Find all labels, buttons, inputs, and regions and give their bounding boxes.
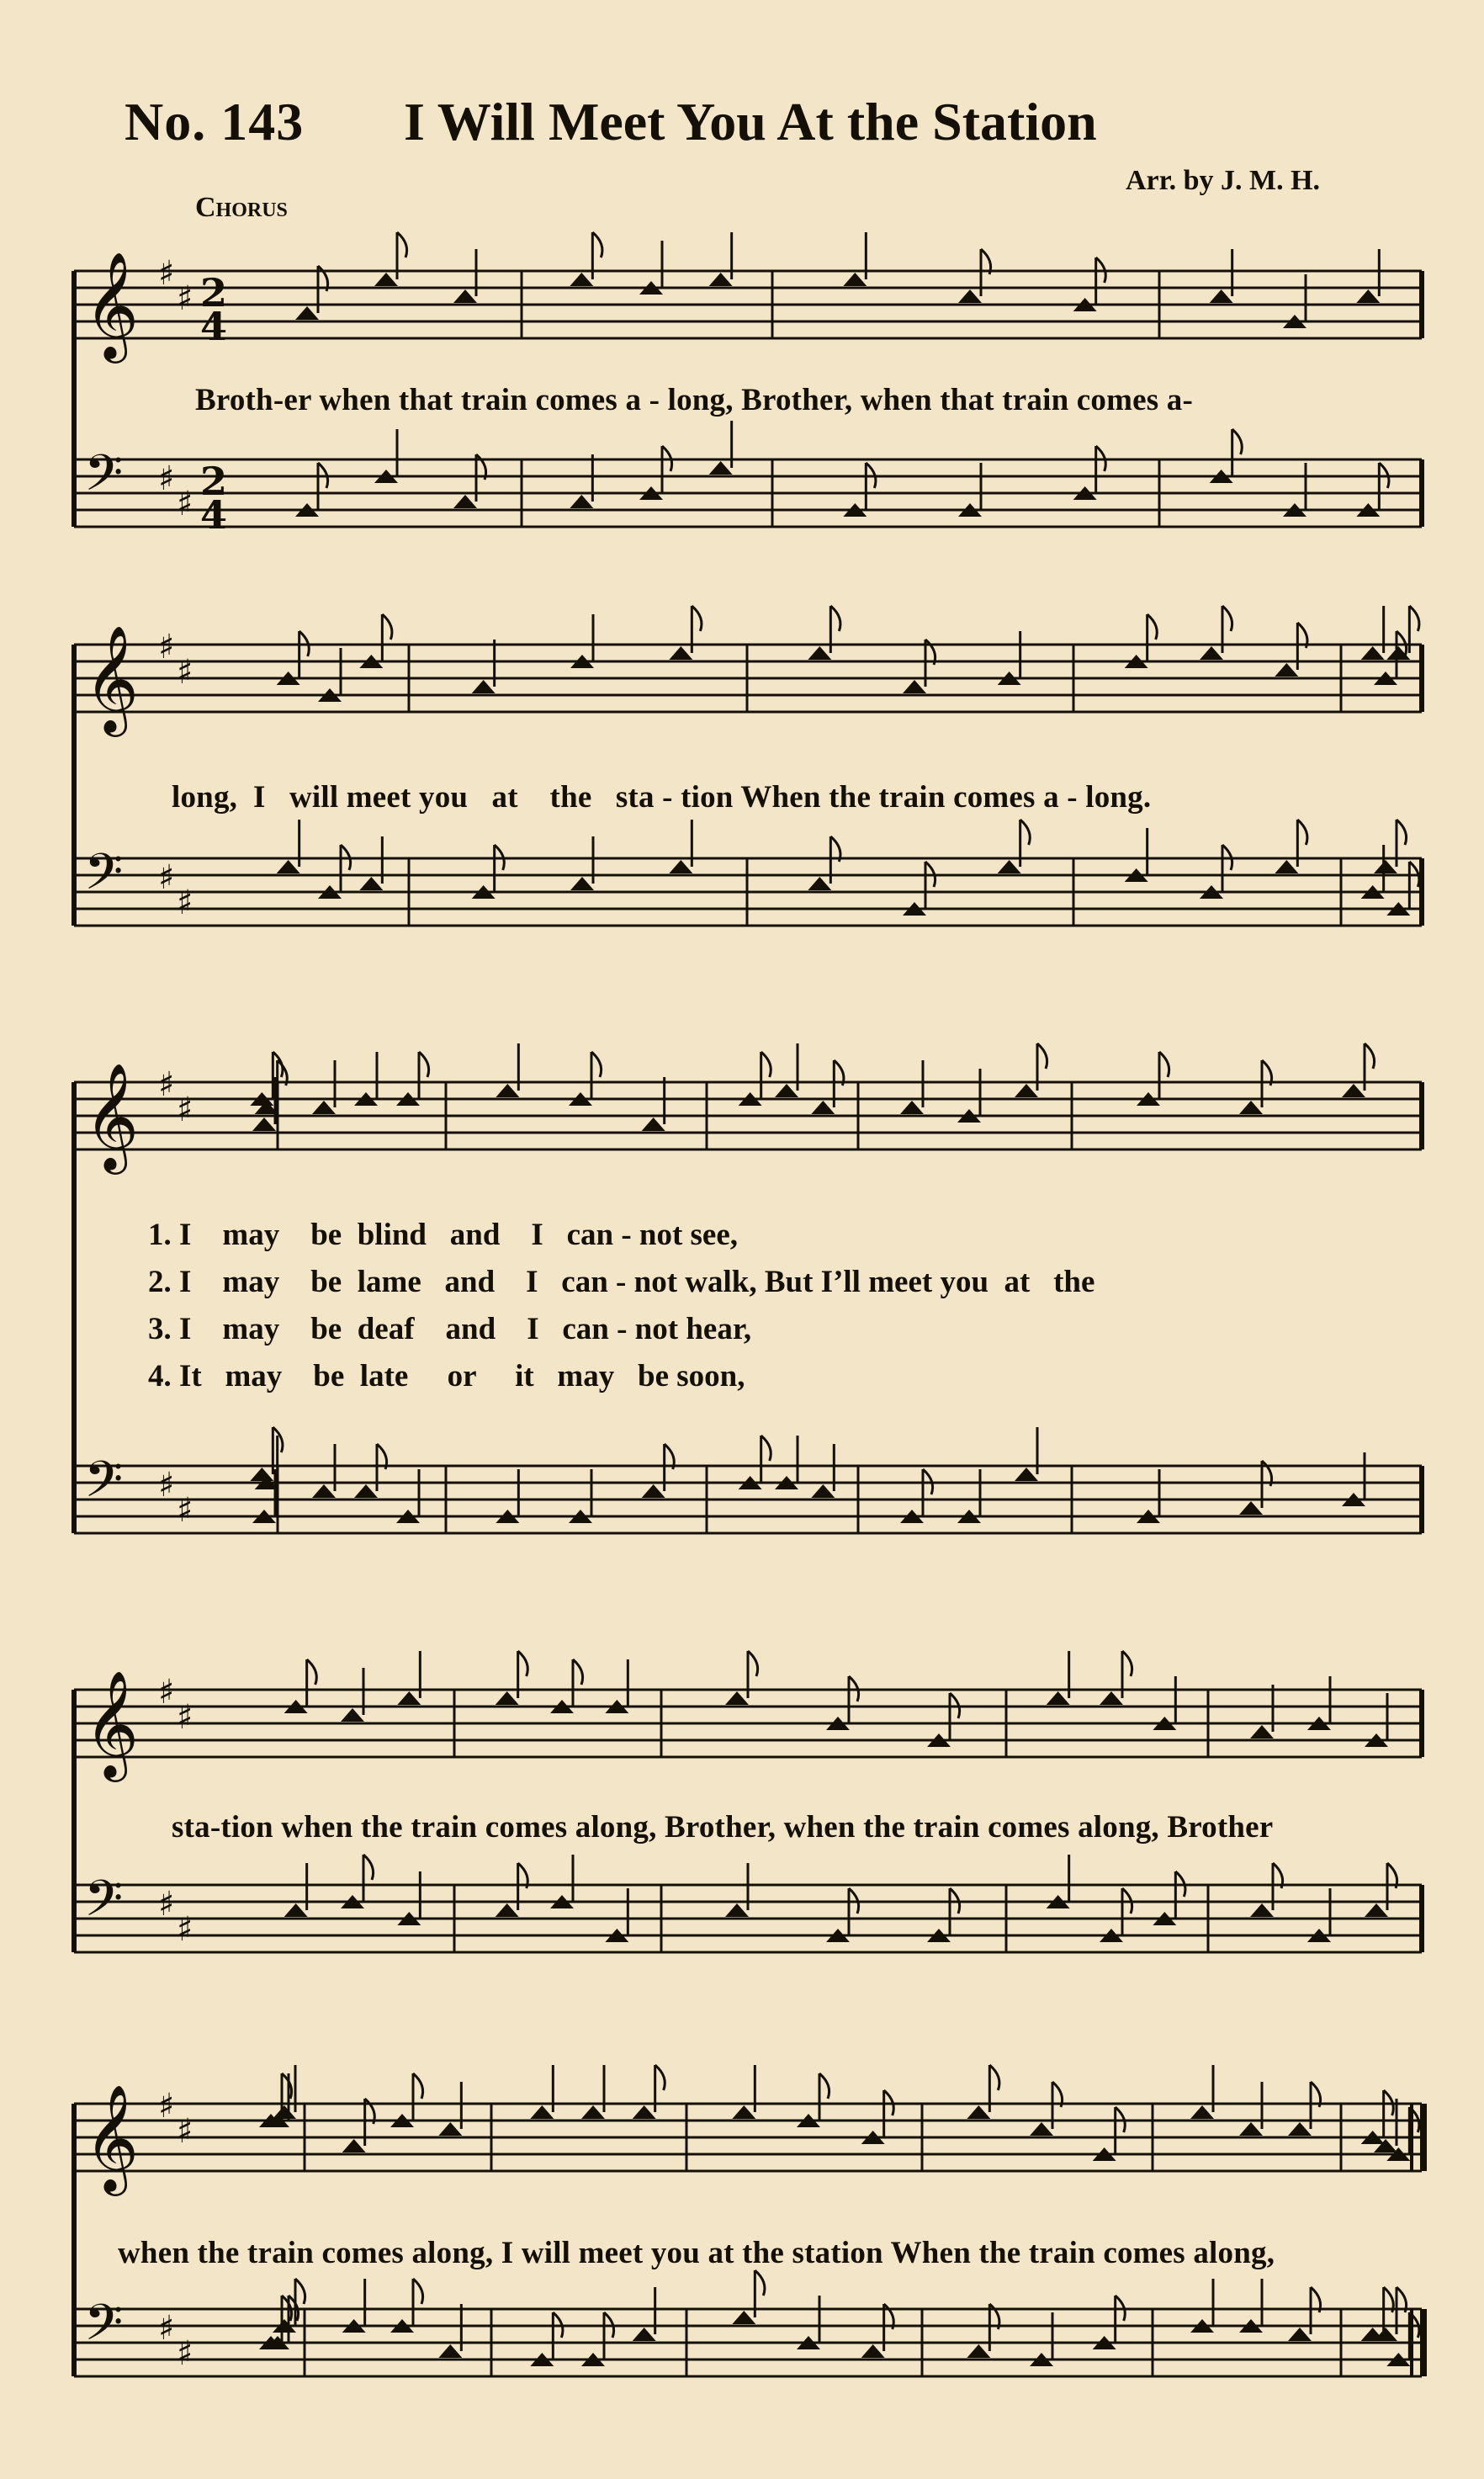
shape-notehead <box>496 1084 519 1097</box>
shape-notehead <box>472 680 496 693</box>
note-flag <box>989 2065 999 2090</box>
note-flag <box>1409 606 1419 631</box>
shape-notehead <box>1288 2328 1312 2341</box>
shape-notehead <box>808 646 831 660</box>
shape-notehead <box>438 2122 462 2136</box>
shape-notehead <box>861 2344 885 2358</box>
note-flag <box>363 1855 374 1880</box>
shape-notehead <box>811 1484 835 1498</box>
shape-notehead <box>1239 1501 1263 1515</box>
note-flag <box>413 2073 423 2099</box>
shape-notehead <box>530 2105 554 2119</box>
treble-clef: 𝄞 <box>84 251 140 358</box>
shape-notehead <box>496 1691 519 1705</box>
shape-notehead <box>1190 2105 1214 2119</box>
shape-notehead <box>1374 860 1397 873</box>
sharp-sign: ♯ <box>158 1673 175 1712</box>
shape-notehead <box>250 1468 273 1481</box>
shape-notehead <box>709 273 733 286</box>
note-flag <box>1020 820 1031 845</box>
shape-notehead <box>633 2328 656 2341</box>
sharp-sign: ♯ <box>158 2087 175 2126</box>
shape-notehead <box>725 1903 749 1917</box>
note-flag <box>1122 1651 1132 1676</box>
lyric-line: when the train comes along, I will meet you at the station When the train comes along, <box>118 2236 1275 2270</box>
shape-notehead <box>453 495 477 508</box>
note-flag <box>413 2279 423 2304</box>
shape-notehead <box>374 273 398 286</box>
note-flag <box>761 1436 771 1461</box>
bass-clef: 𝄢 <box>84 1450 124 1521</box>
shape-notehead <box>1288 2122 1312 2136</box>
time-signature-bottom: 4 <box>200 492 228 538</box>
treble-clef: 𝄞 <box>84 2084 140 2191</box>
treble-clef: 𝄞 <box>84 1062 140 1170</box>
shape-notehead <box>642 1117 665 1131</box>
note-flag <box>518 1651 528 1676</box>
sharp-sign: ♯ <box>177 1698 193 1737</box>
note-flag <box>1397 820 1407 845</box>
shape-notehead <box>709 461 733 475</box>
note-flag <box>830 606 840 631</box>
sharp-sign: ♯ <box>177 1491 193 1530</box>
sharp-sign: ♯ <box>177 884 193 922</box>
bass-clef: 𝄢 <box>84 842 124 913</box>
lyric-line: sta-tion when the train comes along, Brother, when the train comes along, Brother <box>172 1810 1274 1845</box>
note-flag <box>1159 1052 1169 1077</box>
shape-notehead <box>669 860 692 873</box>
shape-notehead <box>438 2344 462 2358</box>
shape-notehead <box>354 1484 378 1498</box>
shape-notehead <box>1015 1468 1038 1481</box>
shape-notehead <box>1030 2122 1053 2136</box>
shape-notehead <box>1015 1084 1038 1097</box>
hymn-number: No. 143 <box>125 92 305 151</box>
arranger-credit: Arr. by J. M. H. <box>1126 165 1321 196</box>
sharp-sign: ♯ <box>158 1466 175 1505</box>
shape-notehead <box>453 289 477 303</box>
bass-clef: 𝄢 <box>84 2293 124 2364</box>
note-flag <box>755 2270 765 2296</box>
note-flag <box>382 614 392 640</box>
time-signature-bottom: 4 <box>200 304 228 349</box>
shape-notehead <box>1342 1084 1365 1097</box>
shape-notehead <box>732 2311 755 2324</box>
shape-notehead <box>1365 1903 1388 1917</box>
note-flag <box>592 232 602 257</box>
shape-notehead <box>341 1708 364 1722</box>
treble-clef: 𝄞 <box>84 624 140 732</box>
sharp-sign: ♯ <box>177 279 193 318</box>
shape-notehead <box>1275 860 1298 873</box>
shape-notehead <box>633 2105 656 2119</box>
sharp-sign: ♯ <box>158 858 175 897</box>
note-flag <box>397 232 407 257</box>
shape-notehead <box>342 2139 366 2153</box>
sharp-sign: ♯ <box>177 2334 193 2373</box>
shape-notehead <box>725 1691 749 1705</box>
shape-notehead <box>998 860 1021 873</box>
note-flag <box>692 606 702 631</box>
note-flag <box>573 1659 583 1685</box>
sharp-sign: ♯ <box>158 1885 175 1924</box>
time-signature-top: 2 <box>200 270 228 316</box>
sharp-sign: ♯ <box>177 1091 193 1129</box>
note-flag <box>307 1659 317 1685</box>
shape-notehead <box>496 1903 519 1917</box>
shape-notehead <box>359 877 383 890</box>
note-flag <box>1365 1043 1375 1069</box>
shape-notehead <box>312 1484 336 1498</box>
bass-clef: 𝄢 <box>84 1869 124 1940</box>
verse-1-line: 1. I may be blind and I can - not see, <box>148 1218 739 1252</box>
shape-notehead <box>295 306 319 320</box>
shape-notehead <box>1250 1725 1274 1738</box>
sharp-sign: ♯ <box>158 1065 175 1104</box>
shape-notehead <box>1250 1903 1274 1917</box>
shape-notehead <box>284 1903 308 1917</box>
sharp-sign: ♯ <box>158 254 175 293</box>
note-flag <box>655 2065 665 2090</box>
shape-notehead <box>1239 2122 1263 2136</box>
shape-notehead <box>642 1484 665 1498</box>
note-flag <box>1037 1043 1047 1069</box>
verse-4-line: 4. It may be late or it may be soon, <box>148 1359 745 1393</box>
note-flag <box>1147 614 1158 640</box>
shape-notehead <box>775 1084 798 1097</box>
shape-notehead <box>967 2344 990 2358</box>
sharp-sign: ♯ <box>177 653 193 692</box>
sharp-sign: ♯ <box>158 2309 175 2348</box>
shape-notehead <box>808 877 831 890</box>
shape-notehead <box>900 1101 924 1114</box>
shape-notehead <box>843 273 867 286</box>
shape-notehead <box>581 2105 605 2119</box>
note-flag <box>761 1052 771 1077</box>
shape-notehead <box>1210 289 1233 303</box>
shape-notehead <box>669 646 692 660</box>
verse-3-line: 3. I may be deaf and I can - not hear, <box>148 1312 752 1346</box>
note-flag <box>295 2279 305 2304</box>
shape-notehead <box>570 877 594 890</box>
shape-notehead <box>903 680 926 693</box>
shape-notehead <box>1356 289 1380 303</box>
shape-notehead <box>273 2105 296 2119</box>
bass-clef: 𝄢 <box>84 443 124 514</box>
shape-notehead <box>312 1101 336 1114</box>
hymn-title: I Will Meet You At the Station <box>404 92 1097 151</box>
shape-notehead <box>1200 646 1223 660</box>
note-flag <box>419 1052 429 1077</box>
shape-notehead <box>570 495 593 508</box>
verse-2-line: 2. I may be lame and I can - not walk, But I’ll meet you at the <box>148 1265 1095 1299</box>
shape-notehead <box>570 273 593 286</box>
shape-notehead <box>732 2105 755 2119</box>
sharp-sign: ♯ <box>158 628 175 666</box>
note-flag <box>591 1052 602 1077</box>
shape-notehead <box>1275 663 1298 677</box>
sharp-sign: ♯ <box>177 485 193 523</box>
sharp-sign: ♯ <box>158 459 175 498</box>
shape-notehead <box>1239 1101 1263 1114</box>
lyric-line: long, I will meet you at the sta - tion When the train comes a - long. <box>172 780 1152 815</box>
note-flag <box>282 2073 292 2099</box>
note-flag <box>1222 606 1232 631</box>
shape-notehead <box>1047 1691 1070 1705</box>
note-flag <box>819 2073 829 2099</box>
lyric-line: Broth-er when that train comes a - long, Brother, when that train comes a- <box>195 383 1194 417</box>
time-signature-top: 2 <box>200 459 228 504</box>
note-flag <box>1297 820 1307 845</box>
treble-clef: 𝄞 <box>84 1669 140 1777</box>
final-barline <box>1420 2309 1427 2376</box>
sharp-sign: ♯ <box>177 2112 193 2151</box>
chorus-label: Chorus <box>195 192 288 223</box>
shape-notehead <box>397 1691 421 1705</box>
shape-notehead <box>252 1117 276 1131</box>
sharp-sign: ♯ <box>177 1910 193 1949</box>
final-barline <box>1420 2104 1427 2171</box>
shape-notehead <box>277 860 300 873</box>
note-flag <box>748 1651 758 1676</box>
shape-notehead <box>958 289 982 303</box>
shape-notehead <box>967 2105 990 2119</box>
note-flag <box>1232 429 1243 454</box>
shape-notehead <box>1361 646 1385 660</box>
shape-notehead <box>811 1101 835 1114</box>
shape-notehead <box>1100 1691 1123 1705</box>
